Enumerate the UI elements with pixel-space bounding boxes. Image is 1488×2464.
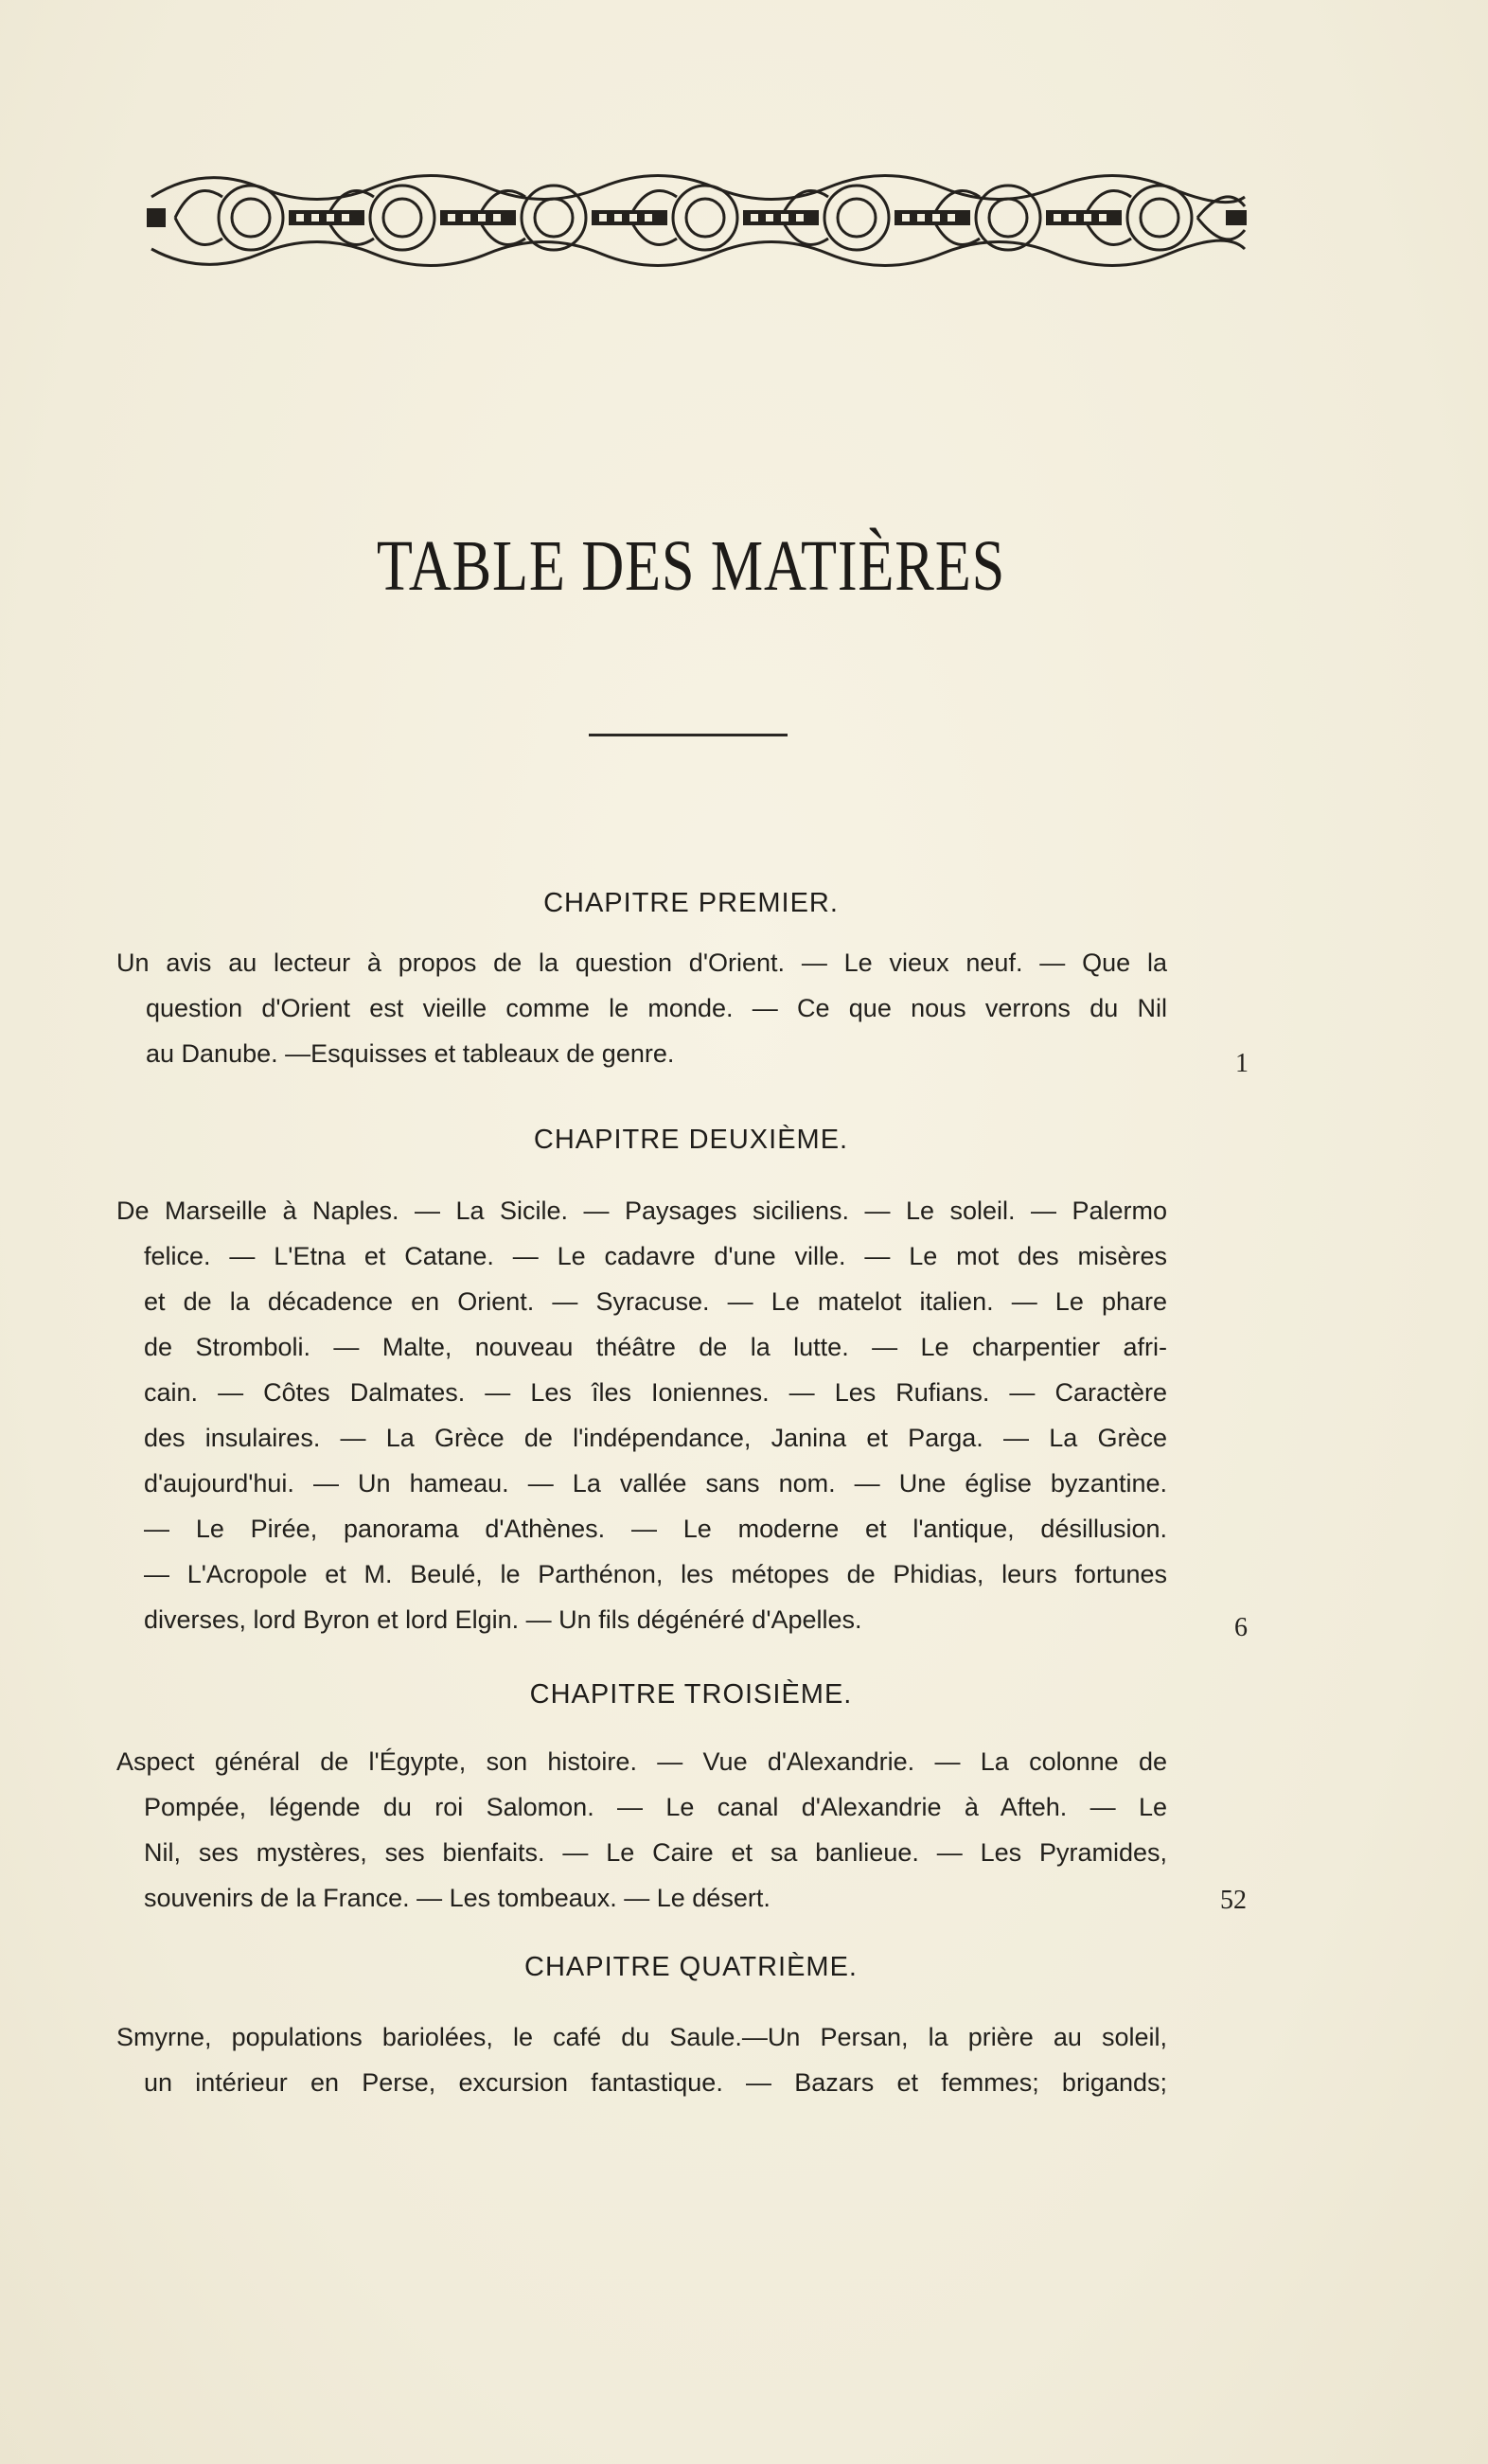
summary-line: — Le Pirée, panorama d'Athènes. — Le moderne et l'antique, désillusion. bbox=[144, 1515, 1167, 1543]
summary-line: au Danube. —Esquisses et tableaux de genre. bbox=[146, 1039, 675, 1068]
summary-line: d'aujourd'hui. — Un hameau. — La vallée sans nom. — Une église byzantine. bbox=[144, 1469, 1167, 1498]
summary-line: question d'Orient est vieille comme le monde. — Ce que nous verrons du Nil bbox=[146, 994, 1167, 1022]
decorative-band-ornament bbox=[147, 159, 1249, 282]
summary-line: Pompée, légende du roi Salomon. — Le canal d'Alexandrie à Afteh. — Le bbox=[144, 1793, 1167, 1821]
chapter-heading-2: CHAPITRE DEUXIÈME. bbox=[533, 1125, 849, 1155]
page-number-2: 6 bbox=[1234, 1613, 1248, 1642]
summary-line: — L'Acropole et M. Beulé, le Parthénon, les métopes de Phidias, leurs fortunes bbox=[144, 1560, 1167, 1588]
chapter-heading-3: CHAPITRE TROISIÈME. bbox=[529, 1679, 853, 1710]
chapter-heading-1: CHAPITRE PREMIER. bbox=[543, 888, 839, 918]
page-number-3: 52 bbox=[1220, 1886, 1247, 1915]
summary-line: Aspect général de l'Égypte, son histoire. — Vue d'Alexandrie. — La colonne de bbox=[116, 1747, 1167, 1776]
summary-line: cain. — Côtes Dalmates. — Les îles Ioniennes. — Les Rufians. — Caractère bbox=[144, 1378, 1167, 1407]
page-number-1: 1 bbox=[1235, 1049, 1249, 1078]
summary-line: Smyrne, populations bariolées, le café du Saule.—Un Persan, la prière au soleil, bbox=[116, 2023, 1167, 2051]
summary-line: felice. — L'Etna et Catane. — Le cadavre d'une ville. — Le mot des misères bbox=[144, 1242, 1167, 1270]
summary-line: Un avis au lecteur à propos de la question d'Orient. — Le vieux neuf. — Que la bbox=[116, 948, 1167, 977]
summary-line: des insulaires. — La Grèce de l'indépendance, Janina et Parga. — La Grèce bbox=[144, 1424, 1167, 1452]
summary-line: de Stromboli. — Malte, nouveau théâtre de la lutte. — Le charpentier afri- bbox=[144, 1333, 1167, 1361]
title-divider bbox=[589, 734, 788, 736]
summary-line: Nil, ses mystères, ses bienfaits. — Le Caire et sa banlieue. — Les Pyramides, bbox=[144, 1838, 1167, 1867]
page-title: TABLE DES MATIÈRES bbox=[376, 526, 1006, 606]
summary-line: un intérieur en Perse, excursion fantastique. — Bazars et femmes; brigands; bbox=[144, 2068, 1167, 2097]
summary-line: souvenirs de la France. — Les tombeaux. — Le désert. bbox=[144, 1884, 771, 1912]
summary-line: diverses, lord Byron et lord Elgin. — Un fils dégénéré d'Apelles. bbox=[144, 1605, 862, 1634]
chapter-heading-4: CHAPITRE QUATRIÈME. bbox=[524, 1952, 858, 1982]
summary-line: et de la décadence en Orient. — Syracuse. — Le matelot italien. — Le phare bbox=[144, 1287, 1167, 1316]
summary-line: De Marseille à Naples. — La Sicile. — Paysages siciliens. — Le soleil. — Palermo bbox=[116, 1197, 1167, 1225]
